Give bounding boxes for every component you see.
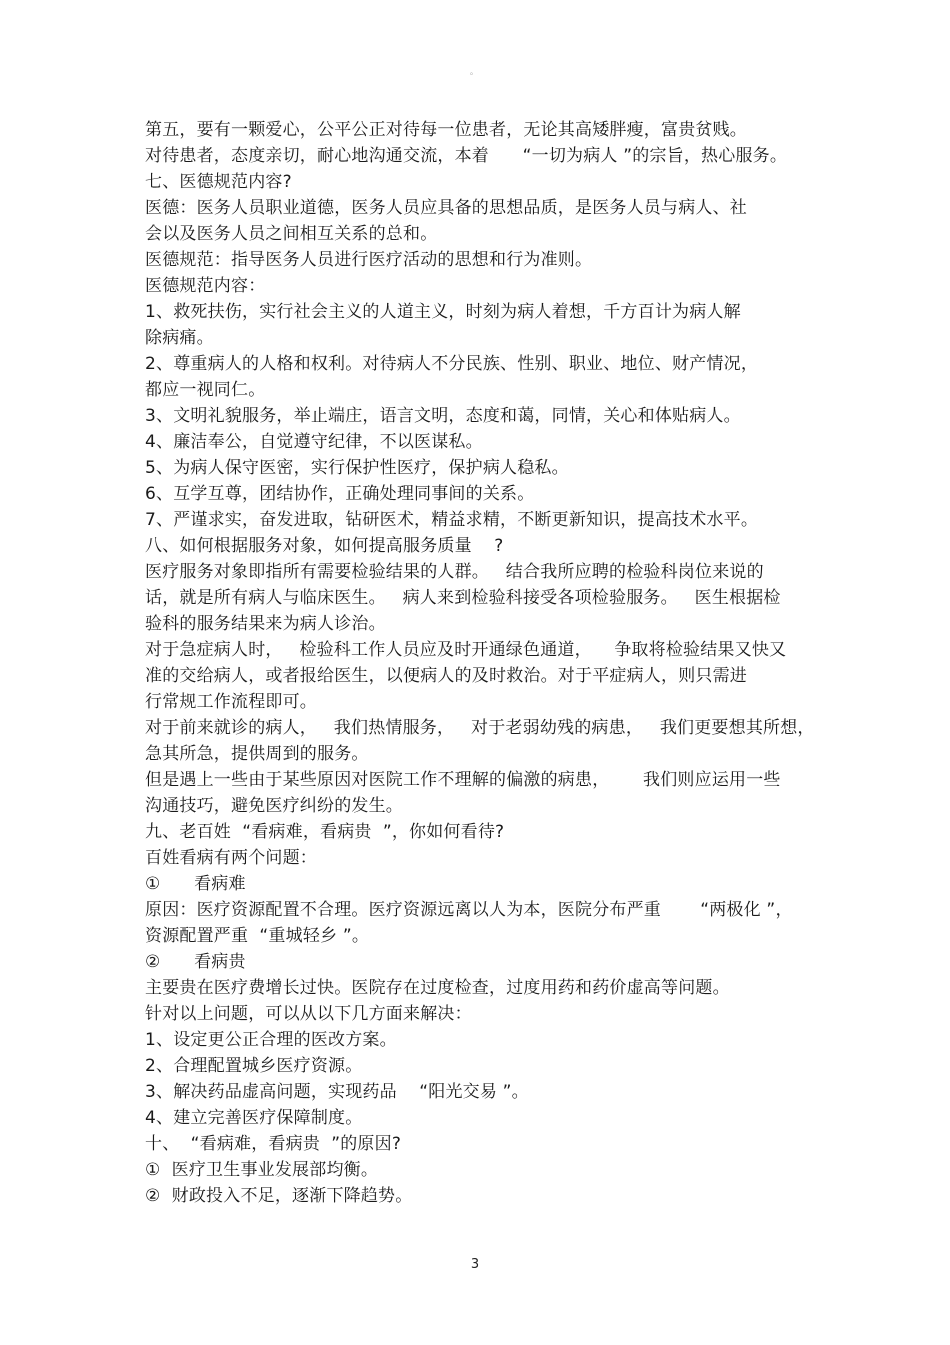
text-line: 验科的服务结果来为病人诊治。 (145, 614, 386, 634)
text-line: 4、建立完善医疗保障制度。 (145, 1108, 363, 1128)
text-line: 除病痛。 (145, 328, 214, 348)
document-body (145, 117, 825, 1209)
text-line: 3、文明礼貌服务，举止端庄，语言文明，态度和蔼，同情，关心和体贴病人。 (145, 406, 741, 426)
text-line: 准的交给病人，或者报给医生，以便病人的及时救治。对于平症病人，则只需进 (145, 666, 747, 686)
text-line: 6、互学互尊，团结协作，正确处理同事间的关系。 (145, 484, 535, 504)
page-number: 3 (470, 1257, 480, 1272)
text-line: 九、老百姓 “看病难，看病贵 ”，你如何看待? (145, 822, 505, 842)
text-line: ② 看病贵 (145, 952, 246, 972)
text-line: 对于急症病人时， 检验科工作人员应及时开通绿色通道， 争取将检验结果又快又 (145, 640, 787, 660)
text-line: 百姓看病有两个问题： (145, 848, 317, 868)
text-line: 十、 “看病难，看病贵 ”的原因? (145, 1134, 402, 1154)
text-line: 2、合理配置城乡医疗资源。 (145, 1056, 363, 1076)
text-line: 1、设定更公正合理的医改方案。 (145, 1030, 397, 1050)
text-line: 3、解决药品虚高问题，实现药品 “阳光交易 ”。 (145, 1082, 529, 1102)
text-line: 1、救死扶伤，实行社会主义的人道主义，时刻为病人着想，千方百计为病人解 (145, 302, 741, 322)
text-line: 5、为病人保守医密，实行保护性医疗，保护病人稳私。 (145, 458, 569, 478)
text-line: 八、如何根据服务对象，如何提高服务质量 ? (145, 536, 504, 556)
text-line: 急其所急，提供周到的服务。 (145, 744, 369, 764)
text-line: 第五，要有一颗爱心，公平公正对待每一位患者，无论其高矮胖瘦，富贵贫贱。 (145, 120, 747, 140)
text-line: 医德：医务人员职业道德，医务人员应具备的思想品质，是医务人员与病人、社 (145, 198, 747, 218)
text-line: 2、尊重病人的人格和权利。对待病人不分民族、性别、职业、地位、财产情况， (145, 354, 759, 374)
text-line: 医德规范：指导医务人员进行医疗活动的思想和行为准则。 (145, 250, 593, 270)
header-mark: 。 (470, 67, 478, 76)
text-line: 7、严谨求实，奋发进取，钻研医术，精益求精，不断更新知识，提高技术水平。 (145, 510, 759, 530)
text-line: 原因：医疗资源配置不合理。医疗资源远离以人为本，医院分布严重 “两极化 ”， (145, 900, 793, 920)
text-line: 主要贵在医疗费增长过快。医院存在过度检查，过度用药和药价虚高等问题。 (145, 978, 730, 998)
text-line: 资源配置严重 “重城轻乡 ”。 (145, 926, 370, 946)
text-line: 对待患者，态度亲切，耐心地沟通交流，本着 “一切为病人 ”的宗旨，热心服务。 (145, 146, 788, 166)
text-line: 医德规范内容： (145, 276, 266, 296)
text-line: 医疗服务对象即指所有需要检验结果的人群。 结合我所应聘的检验科岗位来说的 (145, 562, 764, 582)
text-line: 话，就是所有病人与临床医生。 病人来到检验科接受各项检验服务。 医生根据检 (145, 588, 781, 608)
text-line: 对于前来就诊的病人， 我们热情服务， 对于老弱幼残的病患， 我们更要想其所想， (145, 718, 815, 738)
text-line: 针对以上问题，可以从以下几方面来解决： (145, 1004, 472, 1024)
text-line: 行常规工作流程即可。 (145, 692, 317, 712)
text-line: 七、医德规范内容? (145, 172, 292, 192)
text-line: ① 医疗卫生事业发展部均衡。 (145, 1160, 379, 1180)
text-line: 但是遇上一些由于某些原因对医院工作不理解的偏激的病患， 我们则应运用一些 (145, 770, 781, 790)
text-line: ① 看病难 (145, 874, 246, 894)
text-line: 沟通技巧，避免医疗纠纷的发生。 (145, 796, 403, 816)
text-line: 4、廉洁奉公，自觉遵守纪律，不以医谋私。 (145, 432, 483, 452)
text-line: 会以及医务人员之间相互关系的总和。 (145, 224, 438, 244)
text-line: 都应一视同仁。 (145, 380, 266, 400)
text-line: ② 财政投入不足，逐渐下降趋势。 (145, 1186, 413, 1206)
